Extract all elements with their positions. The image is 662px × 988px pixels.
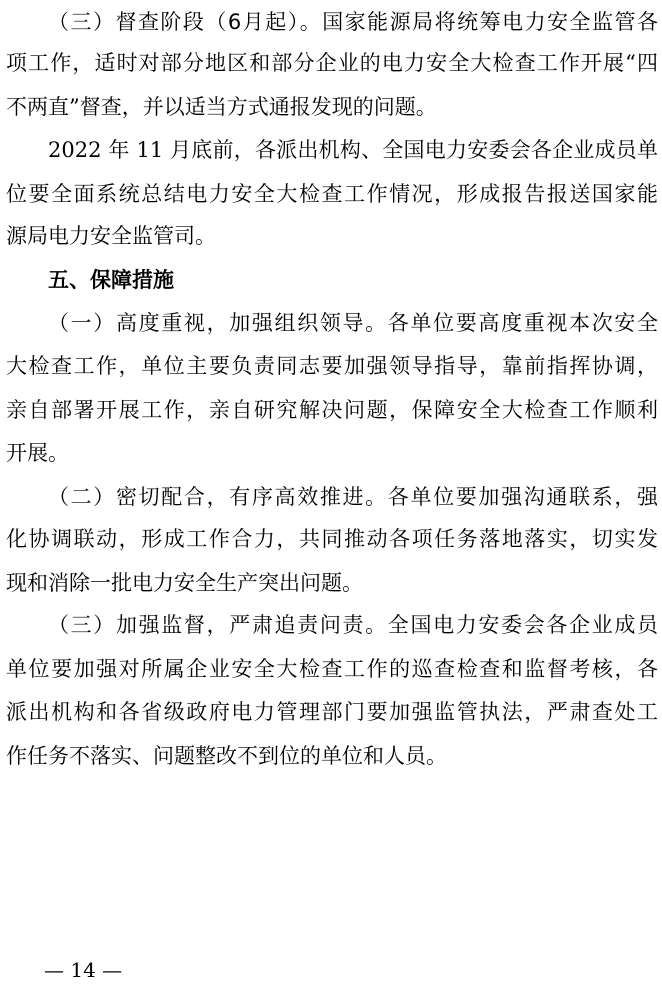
paragraph-line	[6, 433, 658, 473]
subheading-text: （三）督查阶段（6月起）	[48, 10, 300, 34]
paragraph-line	[48, 477, 658, 517]
body-text: 亲自部署开展工作，亲自研究解决问题，保障安全大检查工作顺利	[6, 398, 658, 422]
body-text: 开展。	[6, 441, 69, 465]
body-text: 化协调联动，形成工作合力，共同推动各项任务落地落实，切实发	[6, 527, 658, 551]
body-text: 单位要加强对所属企业安全大检查工作的巡查检查和监督考核，各	[6, 657, 658, 681]
body-text: 大检查工作，单位主要负责同志要加强领导指导，靠前指挥协调，	[6, 354, 658, 378]
body-text: 。全国电力安委会各企业成员	[365, 613, 659, 637]
body-text: 派出机构和各省级政府电力管理部门要加强监管执法，严肃查处工	[6, 700, 658, 724]
paragraph-line	[48, 2, 658, 42]
body-text: 。各单位要高度重视本次安全	[365, 311, 659, 335]
paragraph-line	[6, 736, 658, 776]
paragraph-line	[6, 563, 658, 603]
paragraph-line	[6, 649, 658, 689]
paragraph-line	[6, 692, 658, 732]
body-text: 位要全面系统总结电力安全大检查工作情况，形成报告报送国家能	[6, 182, 658, 206]
paragraph-line	[6, 87, 658, 127]
body-text: 2022 年 11 月底前，各派出机构、全国电力安委会各企业成员单	[48, 138, 658, 162]
paragraph-line	[6, 216, 658, 256]
body-text: 作任务不落实、问题整改不到位的单位和人员。	[6, 744, 447, 768]
subheading-text: （三）加强监督，严肃追责问责	[48, 613, 366, 637]
subheading-text: （二）密切配合，有序高效推进	[48, 485, 366, 509]
body-text: 现和消除一批电力安全生产突出问题。	[6, 571, 363, 595]
page-number: — 14 —	[44, 958, 123, 982]
body-text: 。各单位要加强沟通联系，强	[365, 485, 659, 509]
subheading-text: （一）高度重视，加强组织领导	[48, 311, 366, 335]
paragraph-line	[6, 174, 658, 214]
section-heading	[48, 260, 658, 300]
body-text: 五、保障措施	[48, 268, 174, 292]
body-text: 。国家能源局将统筹电力安全监管各	[299, 10, 658, 34]
body-text: 源局电力安全监管司。	[6, 224, 216, 248]
paragraph-line	[6, 346, 658, 386]
body-text: 不两直”督查，并以适当方式通报发现的问题。	[6, 95, 437, 119]
paragraph-line	[6, 519, 658, 559]
paragraph-line	[48, 303, 658, 343]
paragraph-line	[48, 605, 658, 645]
body-text: 项工作，适时对部分地区和部分企业的电力安全大检查工作开展“四	[6, 51, 658, 75]
paragraph-line	[6, 390, 658, 430]
paragraph-line	[6, 43, 658, 83]
paragraph-line	[48, 130, 658, 170]
